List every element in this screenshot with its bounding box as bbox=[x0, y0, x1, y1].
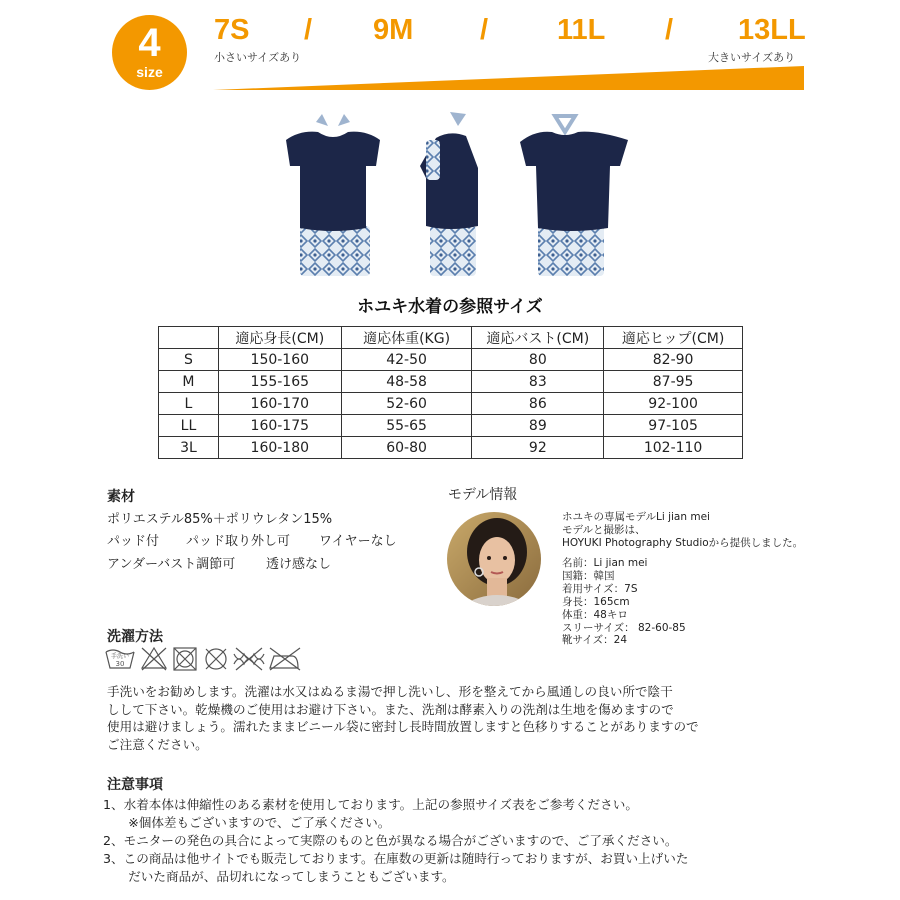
model-detail-line: スリーサイズ： 82-60-85 bbox=[562, 621, 686, 634]
table-cell: 97-105 bbox=[604, 415, 743, 437]
table-cell: 89 bbox=[472, 415, 604, 437]
table-cell: 155-165 bbox=[218, 371, 341, 393]
table-row bbox=[159, 371, 743, 393]
size-table-title: ホユキ水着の参照サイズ bbox=[357, 297, 543, 317]
size-label-11l: 11L bbox=[557, 14, 606, 46]
notes-line: 3、この商品は他サイトでも販売しております。在庫数の更新は随時行っておりますが、お買い上げいた bbox=[103, 851, 689, 866]
material-wire: ワイヤーなし bbox=[319, 534, 397, 549]
table-cell: 160-180 bbox=[218, 437, 341, 459]
model-detail-line: 体重：48キロ bbox=[562, 608, 628, 621]
size-separator: / bbox=[480, 14, 489, 46]
material-title: 素材 bbox=[107, 489, 135, 505]
size-table-header: 適応体重(KG) bbox=[341, 327, 472, 349]
table-cell: 42-50 bbox=[341, 349, 472, 371]
table-cell: 87-95 bbox=[604, 371, 743, 393]
model-intro-line: モデルと撮影は、 bbox=[562, 524, 646, 536]
material-pad: パッド付 bbox=[107, 534, 160, 549]
no-bleach-icon bbox=[142, 648, 166, 670]
washing-text-line: しして下さい。乾燥機のご使用はお避け下さい。また、洗剤は酵素入りの洗剤は生地を傷めますので bbox=[107, 701, 674, 717]
washing-title: 洗濯方法 bbox=[107, 629, 163, 645]
table-cell: 82-90 bbox=[604, 349, 743, 371]
model-avatar bbox=[447, 512, 541, 606]
swimsuit-side-photo bbox=[420, 112, 478, 276]
table-row bbox=[159, 415, 743, 437]
no-wring-icon bbox=[234, 648, 264, 670]
table-cell: 160-175 bbox=[218, 415, 341, 437]
table-cell: LL bbox=[159, 415, 219, 437]
model-details bbox=[562, 557, 686, 647]
model-intro-line: HOYUKI Photography Studioから提供しました。 bbox=[562, 537, 804, 549]
size-table-header: 適応バスト(CM) bbox=[472, 327, 604, 349]
washing-text-line: 使用は避けましょう。濡れたままビニール袋に密封し長時間放置しますと色移りすることがありますので bbox=[107, 719, 699, 734]
no-tumble-dry-icon bbox=[174, 648, 196, 670]
material-underbust: アンダーバスト調節可 bbox=[107, 557, 236, 572]
notes-line: 1、水着本体は伸縮性のある素材を使用しております。上記の参照サイズ表をご参考ください。 bbox=[103, 797, 638, 812]
product-photos bbox=[280, 108, 635, 280]
table-cell: 102-110 bbox=[604, 437, 743, 459]
no-dry-clean-icon bbox=[206, 649, 226, 669]
table-cell: 92 bbox=[472, 437, 604, 459]
model-info-title: モデル情報 bbox=[448, 487, 518, 503]
notes-list bbox=[103, 796, 713, 886]
large-size-note: 大きいサイズあり bbox=[708, 51, 796, 64]
washing-icons bbox=[104, 644, 304, 674]
size-table-header: 適応ヒップ(CM) bbox=[604, 327, 743, 349]
washing-text-line: 手洗いをお勧めします。洗濯は水又はぬるま湯で押し洗いし、形を整えてから風通しの良い所で陰干 bbox=[107, 684, 673, 699]
hand-wash-30-icon bbox=[106, 650, 134, 668]
table-cell: M bbox=[159, 371, 219, 393]
size-separator: / bbox=[665, 14, 674, 46]
model-intro bbox=[562, 511, 803, 550]
table-cell: 55-65 bbox=[341, 415, 472, 437]
table-cell: 3L bbox=[159, 437, 219, 459]
no-iron-icon bbox=[270, 648, 300, 670]
table-cell: 92-100 bbox=[604, 393, 743, 415]
model-detail-line: 名前：Li jian mei bbox=[562, 557, 648, 569]
size-separator: / bbox=[304, 14, 313, 46]
table-cell: 48-58 bbox=[341, 371, 472, 393]
table-cell: L bbox=[159, 393, 219, 415]
table-cell: 80 bbox=[472, 349, 604, 371]
table-row bbox=[159, 393, 743, 415]
size-label-9m: 9M bbox=[373, 14, 414, 46]
model-detail-line: 着用サイズ：7S bbox=[562, 582, 638, 595]
size-label-7s: 7S bbox=[214, 14, 250, 46]
size-count-number: 4 bbox=[138, 21, 161, 65]
size-table-header-row bbox=[159, 327, 743, 349]
size-count-badge bbox=[112, 15, 187, 90]
swimsuit-front-photo bbox=[286, 114, 380, 276]
notes-line: だいた商品が、品切れになってしまうこともございます。 bbox=[103, 869, 455, 884]
model-intro-line: ホユキの専属モデルLi jian mei bbox=[562, 511, 710, 523]
hand-wash-label: 手洗い bbox=[110, 653, 130, 660]
notes-line: ※個体差もございますので、ご了承ください。 bbox=[103, 815, 391, 830]
model-detail-line: 靴サイズ：24 bbox=[562, 634, 628, 647]
size-label-13ll: 13LL bbox=[738, 14, 806, 46]
table-cell: 160-170 bbox=[218, 393, 341, 415]
notes-title: 注意事項 bbox=[107, 777, 163, 793]
size-count-unit: size bbox=[136, 64, 163, 80]
table-row bbox=[159, 349, 743, 371]
orange-wedge-bar bbox=[213, 66, 804, 90]
model-detail-line: 国籍：韓国 bbox=[562, 569, 615, 582]
washing-instructions bbox=[107, 683, 707, 753]
size-table-header: 適応身長(CM) bbox=[218, 327, 341, 349]
hand-wash-temp: 30 bbox=[115, 660, 125, 668]
table-cell: S bbox=[159, 349, 219, 371]
model-detail-line: 身長：165cm bbox=[562, 595, 630, 608]
table-cell: 150-160 bbox=[218, 349, 341, 371]
washing-text-line: ご注意ください。 bbox=[107, 736, 208, 752]
table-cell: 60-80 bbox=[341, 437, 472, 459]
swimsuit-back-photo bbox=[520, 116, 628, 276]
table-row bbox=[159, 437, 743, 459]
table-cell: 52-60 bbox=[341, 393, 472, 415]
size-list bbox=[214, 14, 804, 50]
size-table-header bbox=[159, 327, 219, 349]
table-cell: 86 bbox=[472, 393, 604, 415]
material-sheer: 透け感なし bbox=[266, 557, 332, 572]
small-size-note: 小さいサイズあり bbox=[214, 51, 302, 64]
size-table bbox=[158, 326, 743, 459]
material-pad-removable: パッド取り外し可 bbox=[186, 534, 291, 549]
table-cell: 83 bbox=[472, 371, 604, 393]
material-composition: ポリエステル85%＋ポリウレタン15% bbox=[107, 512, 333, 527]
notes-line: 2、モニターの発色の具合によって実際のものと色が異なる場合がございますので、ご了承ください。 bbox=[103, 833, 678, 848]
